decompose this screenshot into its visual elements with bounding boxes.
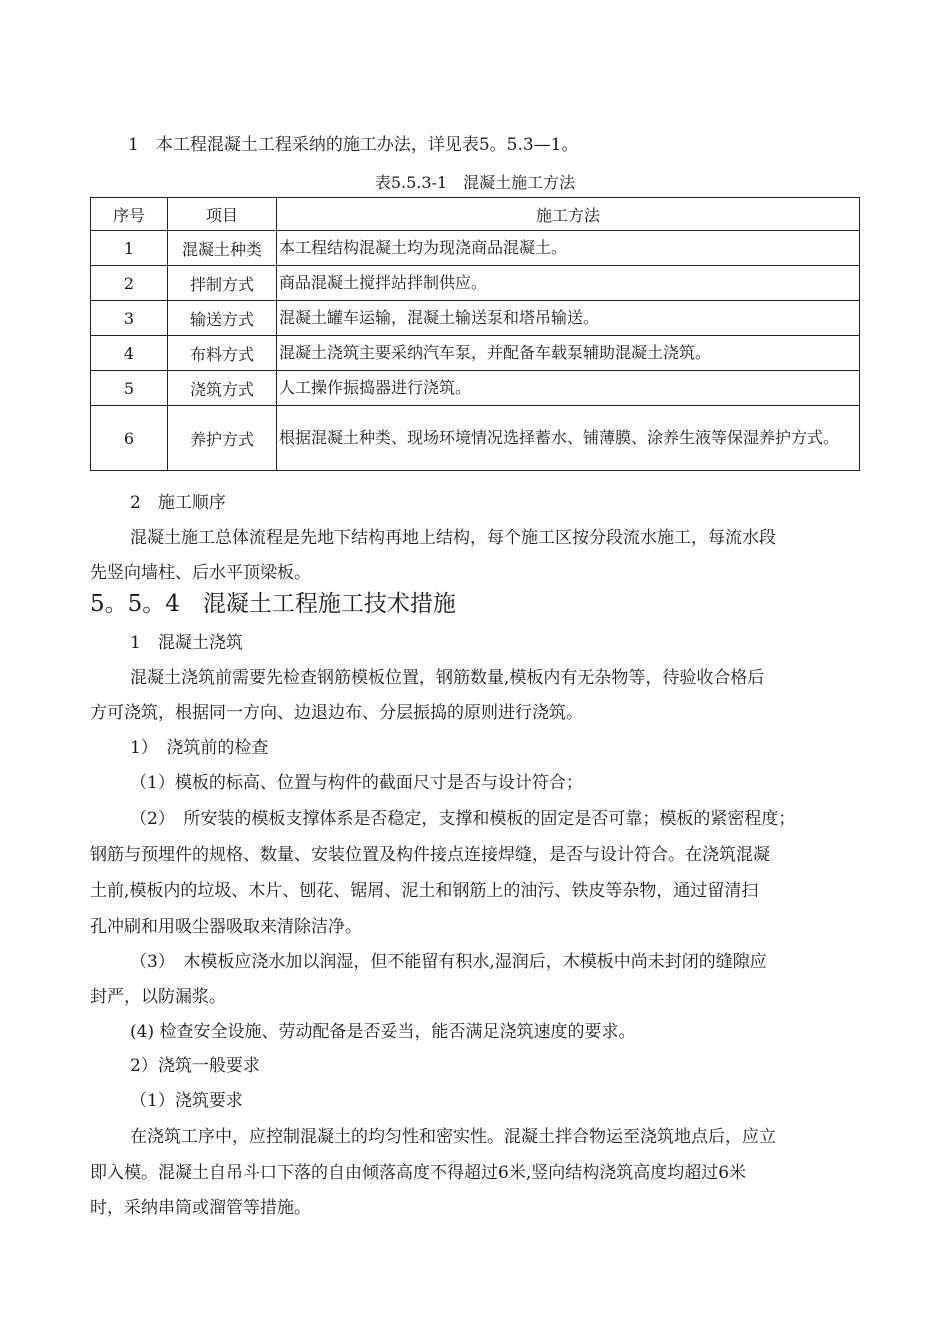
table-header-row [91,198,860,231]
header-method: 施工方法 [277,198,860,231]
table-row [91,406,860,471]
check-item-1: （1）模板的标高、位置与构件的截面尺寸是否与设计符合； [130,773,583,793]
check-item-3-line-1: （3） 木模板应浇水加以润湿，但不能留有积水,湿润后，木模板中尚未封闭的缝隙应 [130,952,767,972]
row-method: 混凝土浇筑主要采纳汽车泵，并配备车载泵辅助混凝土浇筑。 [277,336,860,371]
pouring-title: 1 混凝土浇筑 [130,633,243,653]
table-row [91,371,860,406]
check-item-3-line-2: 封严，以防漏浆。 [90,987,226,1007]
table-row [91,266,860,301]
row-no: 1 [91,231,168,266]
row-item: 拌制方式 [168,266,277,301]
row-no: 4 [91,336,168,371]
row-method: 本工程结构混凝土均为现浇商品混凝土。 [277,231,860,266]
construction-methods-table [90,197,860,471]
row-item: 浇筑方式 [168,371,277,406]
general-requirements-title: 2）浇筑一般要求 [130,1056,260,1076]
row-item: 输送方式 [168,301,277,336]
row-no: 6 [91,406,168,471]
row-method: 根据混凝土种类、现场环境情况选择蓄水、铺薄膜、涂养生液等保湿养护方式。 [277,406,860,471]
header-item: 项目 [168,198,277,231]
row-method: 混凝土罐车运输，混凝土输送泵和塔吊输送。 [277,301,860,336]
check-item-2-line-1: （2） 所安装的模板支撑体系是否稳定，支撑和模板的固定是否可靠；模板的紧密程度； [130,809,796,829]
pouring-intro-line-2: 方可浇筑，根据同一方向、边退边布、分层振捣的原则进行浇筑。 [90,703,583,723]
pouring-intro-line-1: 混凝土浇筑前需要先检查钢筋模板位置，钢筋数量,模板内有无杂物等，待验收合格后 [130,668,765,688]
check-title: 1） 浇筑前的检查 [130,738,269,758]
row-no: 5 [91,371,168,406]
sequence-title: 2 施工顺序 [130,493,226,513]
check-item-2-line-4: 孔冲刷和用吸尘器吸取来清除洁净。 [90,917,362,937]
row-item: 布料方式 [168,336,277,371]
row-no: 3 [91,301,168,336]
header-no: 序号 [91,198,168,231]
row-no: 2 [91,266,168,301]
requirements-line-3: 时，采纳串筒或溜管等措施。 [90,1198,311,1218]
requirements-line-1: 在浇筑工序中，应控制混凝土的均匀性和密实性。混凝土拌合物运至浇筑地点后，应立 [130,1127,776,1147]
table-row [91,231,860,266]
section-heading: 5。5。4 混凝土工程施工技术措施 [90,591,456,617]
pouring-requirements-title: （1）浇筑要求 [130,1091,243,1111]
check-item-2-line-2: 钢筋与预埋件的规格、数量、安装位置及构件接点连接焊缝，是否与设计符合。在浇筑混凝 [90,845,770,865]
sequence-line-1: 混凝土施工总体流程是先地下结构再地上结构，每个施工区按分段流水施工，每流水段 [130,528,776,548]
row-method: 人工操作振捣器进行浇筑。 [277,371,860,406]
table-caption: 表5.5.3-1 混凝土施工方法 [374,173,576,192]
table-row [91,336,860,371]
row-item: 养护方式 [168,406,277,471]
requirements-line-2: 即入模。混凝土自吊斗口下落的自由倾落高度不得超过6米,竖向结构浇筑高度均超过6米 [90,1163,747,1183]
check-item-2-line-3: 土前,模板内的垃圾、木片、刨花、锯屑、泥土和钢筋上的油污、铁皮等杂物，通过留清扫 [90,881,759,901]
check-item-4: (4) 检查安全设施、劳动配备是否妥当，能否满足浇筑速度的要求。 [130,1022,636,1042]
row-item: 混凝土种类 [168,231,277,266]
sequence-line-2: 先竖向墙柱、后水平顶梁板。 [90,563,311,583]
row-method: 商品混凝土搅拌站拌制供应。 [277,266,860,301]
intro-line: 1 本工程混凝土工程采纳的施工办法，详见表5。5.3—1。 [128,135,579,155]
table-row [91,301,860,336]
